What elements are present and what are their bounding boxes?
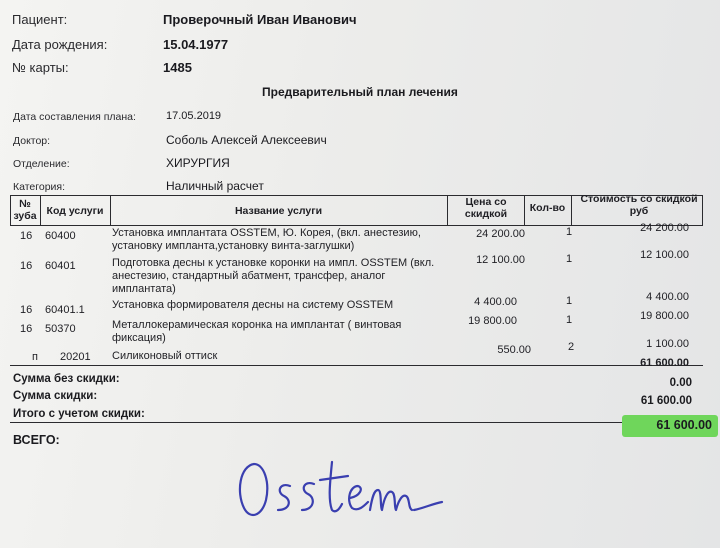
row-cost: 4 400.00: [646, 291, 689, 303]
row-price: 24 200.00: [476, 228, 525, 240]
row-code: 60401: [45, 260, 76, 272]
row-qty: 1: [566, 295, 573, 307]
card-value: 1485: [163, 60, 192, 75]
row-tooth: 16: [20, 323, 33, 335]
row-tooth: 16: [20, 304, 33, 316]
row-name: Подготовка десны к установке коронки на импл. OSSTEM (вкл. анестезию, стандартный абатмент, трансфер, аналог имплантата): [112, 257, 435, 295]
row-qty: 1: [566, 314, 573, 326]
header-qty: Кол-во: [529, 202, 566, 214]
header-name: Название услуги: [234, 205, 323, 217]
row-tooth: 16: [20, 260, 33, 272]
dob-value: 15.04.1977: [163, 37, 229, 52]
summary-divider: [10, 422, 703, 423]
plan-date-value: 17.05.2019: [166, 110, 222, 122]
doctor-label: Доктор:: [13, 135, 51, 147]
row-price: 12 100.00: [476, 254, 525, 266]
table-col-divider: [571, 195, 572, 225]
header-price: Цена со скидкой: [464, 196, 508, 220]
grand-total-label: ВСЕГО:: [13, 433, 60, 447]
dept-label: Отделение:: [13, 158, 70, 170]
category-value: Наличный расчет: [166, 179, 264, 193]
header-tooth: № зуба: [13, 198, 37, 222]
row-qty: 2: [568, 341, 575, 353]
row-name: Установка имплантата OSSTEM, Ю. Корея, (вкл. анестезию, установку импланта,установку винта-заглушки): [112, 227, 421, 252]
plan-date-label: Дата составления плана:: [13, 111, 136, 123]
header-code: Код услуги: [46, 205, 104, 217]
row-tooth: п: [32, 351, 38, 363]
summary-no-discount-value: 0.00: [669, 377, 692, 389]
row-name: Металлокерамическая коронка на имплантат ( винтовая фиксация): [112, 319, 402, 344]
signature-icon: [232, 452, 452, 532]
row-tooth: 16: [20, 230, 33, 242]
row-qty: 1: [566, 253, 573, 265]
row-price: 550.00: [497, 344, 531, 356]
summary-discount-value: 61 600.00: [640, 395, 692, 407]
row-code: 50370: [45, 323, 76, 335]
doctor-value: Соболь Алексей Алексеевич: [166, 133, 327, 147]
summary-discount-label: Сумма скидки:: [13, 390, 98, 402]
row-qty: 1: [566, 226, 573, 238]
patient-name: Проверочный Иван Иванович: [163, 12, 357, 27]
row-price: 19 800.00: [468, 315, 517, 327]
category-label: Категория:: [13, 181, 66, 193]
row-code: 60400: [45, 230, 76, 242]
summary-total-label: Итого с учетом скидки:: [13, 408, 145, 420]
row-cost: 24 200.00: [640, 222, 689, 234]
row-cost: 12 100.00: [640, 249, 689, 261]
patient-label: Пациент:: [12, 12, 68, 27]
summary-no-discount-label: Сумма без скидки:: [13, 373, 120, 385]
dept-value: ХИРУРГИЯ: [166, 156, 230, 170]
plan-title: Предварительный план лечения: [262, 85, 458, 99]
card-label: № карты:: [12, 60, 69, 75]
summary-total-value: 61 600.00: [656, 418, 712, 432]
row-code: 60401.1: [45, 304, 85, 316]
row-price: 4 400.00: [474, 296, 517, 308]
row-name: Установка формирователя десны на систему OSSTEM: [112, 299, 394, 311]
row-cost: 19 800.00: [640, 310, 689, 322]
row-code: 20201: [60, 351, 91, 363]
table-subtotal: 61 600.00: [640, 357, 689, 369]
header-cost: Стоимость со скидкой руб: [580, 193, 698, 217]
row-name: Силиконовый оттиск: [112, 350, 218, 362]
dob-label: Дата рождения:: [12, 37, 108, 52]
row-cost: 1 100.00: [646, 338, 689, 350]
table-col-divider: [702, 195, 703, 225]
table-col-divider: [447, 195, 448, 225]
